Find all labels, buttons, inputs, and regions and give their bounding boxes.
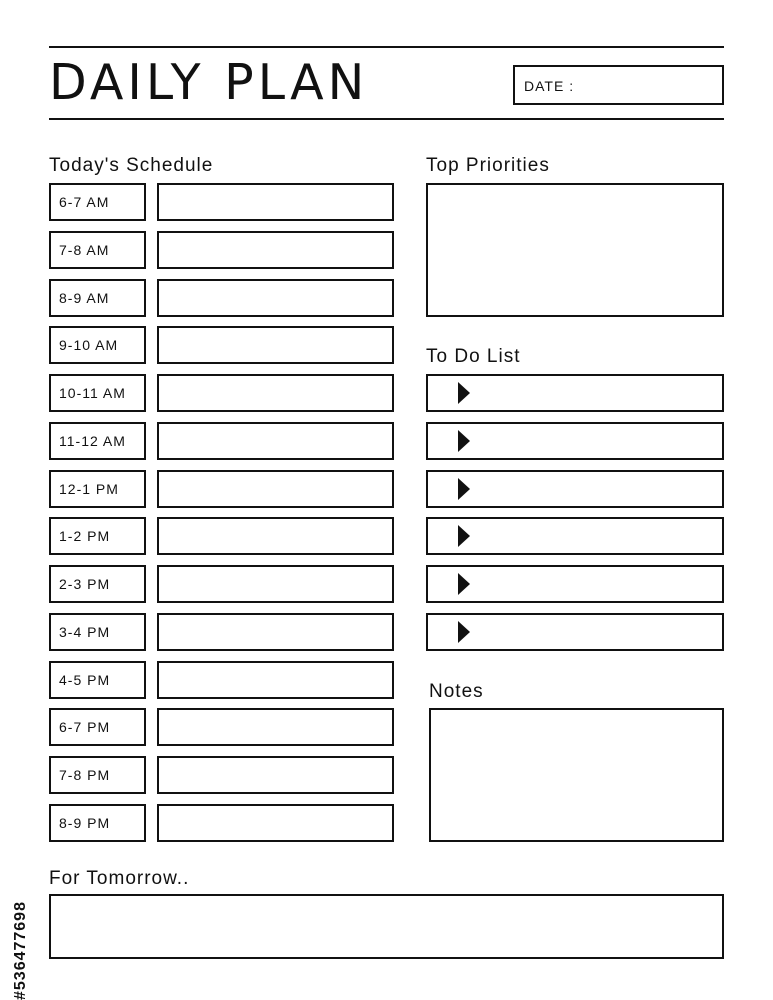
todo-item-field[interactable] bbox=[426, 517, 724, 555]
time-slot-label bbox=[49, 708, 146, 746]
schedule-entry-field[interactable] bbox=[157, 326, 394, 364]
todo-item-field[interactable] bbox=[426, 565, 724, 603]
time-text: 8-9 AM bbox=[59, 290, 110, 306]
notes-field[interactable] bbox=[429, 708, 724, 842]
schedule-entry-field[interactable] bbox=[157, 756, 394, 794]
time-text: 10-11 AM bbox=[59, 385, 126, 401]
schedule-entry-field[interactable] bbox=[157, 565, 394, 603]
schedule-entry-field[interactable] bbox=[157, 613, 394, 651]
date-label: DATE : bbox=[524, 78, 575, 94]
todo-item-field[interactable] bbox=[426, 470, 724, 508]
time-slot-label bbox=[49, 231, 146, 269]
time-slot-label bbox=[49, 565, 146, 603]
tomorrow-field[interactable] bbox=[49, 894, 724, 959]
top-rule bbox=[49, 46, 724, 48]
page-title: DAILY PLAN bbox=[49, 54, 369, 111]
time-slot-label bbox=[49, 517, 146, 555]
time-text: 1-2 PM bbox=[59, 528, 111, 544]
time-text: 2-3 PM bbox=[59, 576, 111, 592]
time-slot-label bbox=[49, 756, 146, 794]
time-slot-label bbox=[49, 613, 146, 651]
notes-title: Notes bbox=[429, 681, 484, 702]
time-slot-label bbox=[49, 422, 146, 460]
time-text: 4-5 PM bbox=[59, 672, 111, 688]
stock-id-watermark bbox=[8, 760, 34, 1000]
triangle-bullet-icon bbox=[458, 430, 470, 452]
time-slot-label bbox=[49, 661, 146, 699]
time-text: 11-12 AM bbox=[59, 433, 126, 449]
priorities-title: Top Priorities bbox=[426, 155, 550, 176]
todo-item-field[interactable] bbox=[426, 422, 724, 460]
time-slot-label bbox=[49, 470, 146, 508]
schedule-entry-field[interactable] bbox=[157, 804, 394, 842]
triangle-bullet-icon bbox=[458, 525, 470, 547]
schedule-entry-field[interactable] bbox=[157, 517, 394, 555]
header-bottom-rule bbox=[49, 118, 724, 120]
time-text: 7-8 AM bbox=[59, 242, 110, 258]
priorities-field[interactable] bbox=[426, 183, 724, 317]
todo-item-field[interactable] bbox=[426, 374, 724, 412]
schedule-entry-field[interactable] bbox=[157, 422, 394, 460]
triangle-bullet-icon bbox=[458, 478, 470, 500]
schedule-entry-field[interactable] bbox=[157, 661, 394, 699]
time-text: 7-8 PM bbox=[59, 767, 111, 783]
watermark-text: #536477698 bbox=[12, 901, 29, 1000]
schedule-entry-field[interactable] bbox=[157, 374, 394, 412]
schedule-entry-field[interactable] bbox=[157, 231, 394, 269]
time-text: 6-7 AM bbox=[59, 194, 110, 210]
time-text: 12-1 PM bbox=[59, 481, 119, 497]
schedule-entry-field[interactable] bbox=[157, 183, 394, 221]
todo-title: To Do List bbox=[426, 346, 521, 367]
time-text: 8-9 PM bbox=[59, 815, 111, 831]
triangle-bullet-icon bbox=[458, 621, 470, 643]
time-slot-label bbox=[49, 374, 146, 412]
time-text: 9-10 AM bbox=[59, 337, 119, 353]
todo-item-field[interactable] bbox=[426, 613, 724, 651]
schedule-entry-field[interactable] bbox=[157, 279, 394, 317]
time-slot-label bbox=[49, 804, 146, 842]
time-slot-label bbox=[49, 326, 146, 364]
triangle-bullet-icon bbox=[458, 573, 470, 595]
time-text: 3-4 PM bbox=[59, 624, 111, 640]
tomorrow-title: For Tomorrow.. bbox=[49, 868, 190, 889]
schedule-entry-field[interactable] bbox=[157, 708, 394, 746]
time-slot-label bbox=[49, 183, 146, 221]
schedule-title: Today's Schedule bbox=[49, 155, 214, 176]
time-slot-label bbox=[49, 279, 146, 317]
date-field[interactable] bbox=[513, 65, 724, 105]
schedule-entry-field[interactable] bbox=[157, 470, 394, 508]
time-text: 6-7 PM bbox=[59, 719, 111, 735]
triangle-bullet-icon bbox=[458, 382, 470, 404]
